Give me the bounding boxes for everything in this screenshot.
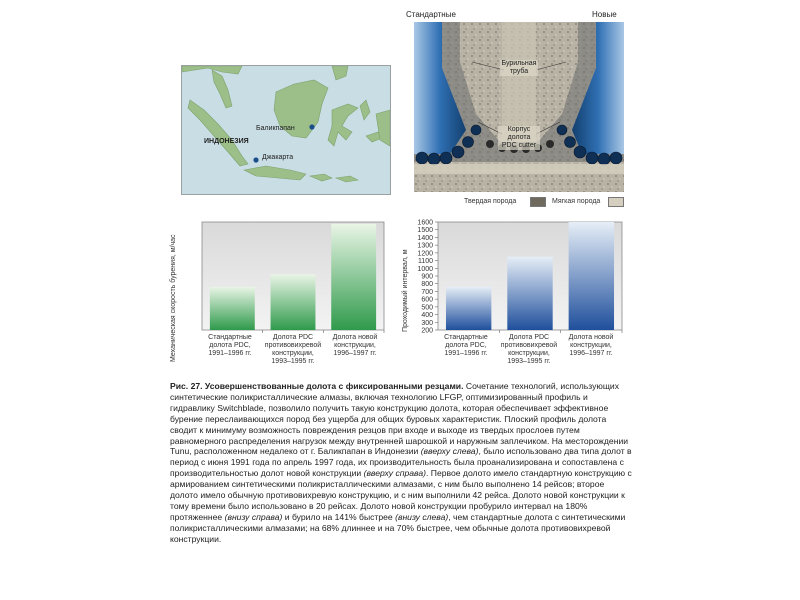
map-label-jakarta: Джакарта: [262, 154, 294, 161]
legend-hard-swatch: [530, 197, 546, 207]
legend-hard-text: Твердая порода: [464, 198, 517, 205]
label-standard: Стандартные: [406, 10, 456, 19]
y-tick-label: 1500: [417, 227, 433, 235]
balikpapan-marker: [309, 124, 314, 129]
island-java: [244, 166, 306, 180]
island-philippines: [332, 66, 348, 80]
caption-ref-bottom-right: (внизу справа): [224, 511, 283, 522]
chart-right-cat-1: Долота PDC противовихревой конструкции, 1993–1995 гг.: [500, 334, 558, 365]
caption-ref-top-left: (вверху слева): [420, 446, 479, 457]
bar-1: [271, 274, 316, 330]
chart-right-ylabel: Проходимый интервал, м: [402, 249, 409, 332]
chart-right-cat-2: Долота новой конструкции, 1996–1997 гг.: [568, 334, 614, 357]
y-tick-label: 1000: [417, 265, 433, 273]
island-sunda: [310, 174, 358, 182]
bar-2: [569, 222, 614, 330]
y-tick-label: 700: [421, 288, 433, 296]
chart-left-cat-1: Долота PDC противовихревой конструкции, 1993–1995 гг.: [264, 334, 322, 365]
island-sumatra: [188, 100, 248, 166]
chart-drilling-speed: [166, 214, 392, 374]
y-tick-label: 1400: [417, 234, 433, 242]
legend-soft-text: Мягкая порода: [552, 198, 601, 205]
island-new-guinea: [376, 110, 390, 146]
island-sulawesi: [328, 104, 358, 146]
y-tick-label: 300: [421, 319, 433, 327]
label-drill-pipe: Бурильная труба: [501, 60, 537, 75]
y-tick-label: 500: [421, 304, 433, 312]
y-tick-label: 1100: [417, 258, 433, 266]
bar-0: [446, 287, 491, 330]
chart-left-cat-2: Долота новой конструкции, 1996–1997 гг.: [332, 334, 378, 357]
label-bit-body: Корпус долота PDC cutter: [498, 126, 540, 150]
hard-rock-band: [414, 174, 624, 192]
caption-text-3: . Первое долото имело стандартную конструкцию с армированием синтетическими поликристаллическими алмазами, с ним было выполнено 14 рейсов; второе долото имело обычную противовихревую конструкцию, и с ним выполнили 42 рейса. Долото новой конструкции к тому времени было использовано в 20 рейсах. Долото новой конструкции пробурило интервал на 180% протяженнее: [170, 468, 632, 522]
caption-ref-bottom-left: (внизу слева): [395, 511, 449, 522]
jakarta-marker: [253, 157, 258, 162]
y-tick-label: 1200: [417, 250, 433, 258]
map-label-balikpapan: Баликпапан: [256, 125, 295, 132]
caption-ref-top-right: (вверху справа): [363, 468, 426, 479]
bar-0: [210, 287, 255, 330]
y-tick-label: 400: [421, 312, 433, 320]
center-pipe: [502, 22, 536, 142]
map-label-indonesia: ИНДОНЕЗИЯ: [204, 138, 249, 145]
chart-left-cat-0: Стандартные долота PDC, 1991–1996 гг.: [208, 334, 252, 357]
bar-2: [331, 224, 376, 330]
legend-soft-swatch: [608, 197, 624, 207]
caption-text-2: , было использовано два типа долот в период с июня 1991 года по апрель 1997 года, их производительность была проанализирована и сопоставлена с производительностью долот новой конструкции: [170, 446, 632, 479]
soft-rock-band: [414, 164, 624, 174]
label-new: Новые: [592, 10, 617, 19]
figure-caption: [170, 381, 632, 545]
indonesia-map: [181, 65, 391, 195]
y-tick-label: 200: [421, 327, 433, 335]
caption-text-4: и бурило на 141% быстрее: [282, 511, 396, 522]
caption-text-5: , чем стандартные долота с синтетическими поликристаллическими алмазами; на 68% длиннее и на 70% быстрее, чем обычные долота противовихревой конструкции.: [170, 511, 626, 544]
caption-lead: Рис. 27. Усовершенствованные долота с фиксированными резцами.: [170, 381, 464, 391]
bar-1: [507, 257, 552, 330]
caption-text-1: Сочетание технологий, использующих синтетические поликристаллические алмазы, включая технологию LFGP, оптимизированный профиль и гидравлику Switchblade, позволило получить такую конструкцию долота, которая обеспечивает эффективное бурение переслаивающихся пород без ущерба для общих буровых характеристик. Плоский профиль долота сводит к минимуму возможность повреждения резцов при входе и выходе из твердых прослоев путем равномерного распределения нагрузок между внутренней шарошкой и наружным заплечиком. На месторождении Tunu, расположенном недалеко от г. Баликпапан в Индонезии: [170, 381, 629, 457]
y-tick-label: 1600: [417, 219, 433, 227]
y-tick-label: 600: [421, 296, 433, 304]
chart-right-cat-0: Стандартные долота PDC, 1991–1996 гг.: [444, 334, 488, 357]
chart-drilled-interval: [400, 214, 626, 374]
bit-comparison-diagram: [406, 10, 624, 205]
bit-cross-section: [414, 22, 624, 192]
island-malaya: [212, 70, 232, 108]
chart-left-ylabel: Механическая скорость бурения, м/час: [170, 234, 177, 362]
y-tick-label: 900: [421, 273, 433, 281]
y-tick-label: 800: [421, 281, 433, 289]
y-tick-label: 1300: [417, 242, 433, 250]
